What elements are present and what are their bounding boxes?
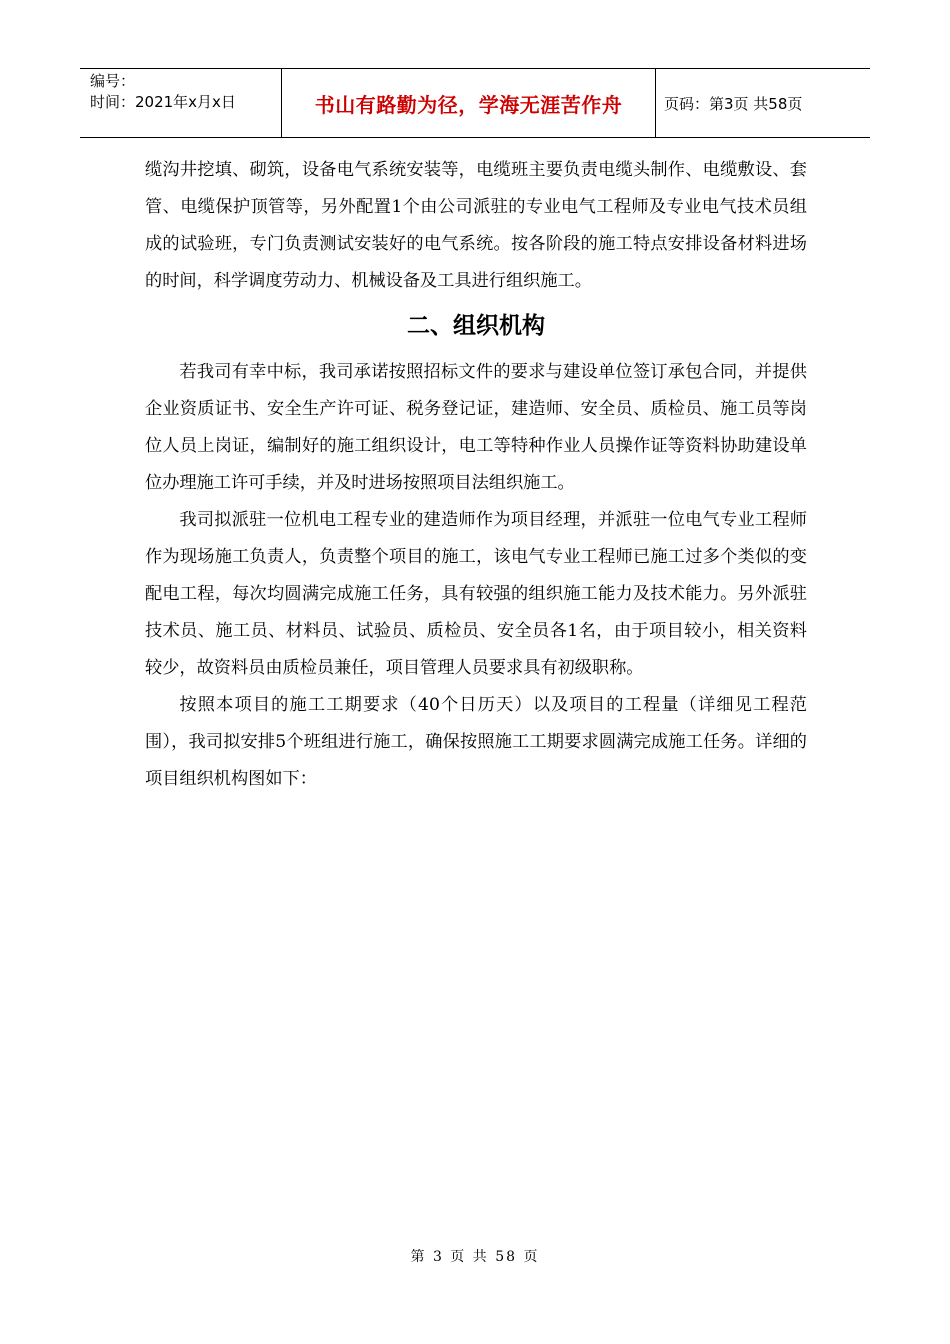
paragraph-1: 若我司有幸中标，我司承诺按照招标文件的要求与建设单位签订承包合同，并提供企业资质证书、安全生产许可证、税务登记证，建造师、安全员、质检员、施工员等岗位人员上岗证，编制好的施工组织设计，电工等特种作业人员操作证等资料协助建设单位办理施工许可手续，并及时进场按照项目法组织施工。 bbox=[145, 362, 807, 493]
page-footer: 第 3 页 共 58 页 bbox=[410, 1249, 540, 1265]
header-page-info: 页码：第3页 共58页 bbox=[664, 94, 803, 113]
page-header bbox=[80, 68, 870, 138]
paragraph-continued: 缆沟井挖填、砌筑，设备电气系统安装等，电缆班主要负责电缆头制作、电缆敷设、套管、电缆保护顶管等，另外配置1个由公司派驻的专业电气工程师及专业电气技术员组成的试验班，专门负责测试安装好的电气系统。按各阶段的施工特点安排设备材料进场的时间，科学调度劳动力、机械设备及工具进行组织施工。 bbox=[145, 160, 807, 291]
paragraph-3: 按照本项目的施工工期要求（40个日历天）以及项目的工程量（详细见工程范围），我司拟安排5个班组进行施工，确保按照施工工期要求圆满完成施工任务。详细的项目组织机构图如下： bbox=[145, 695, 807, 789]
header-date-label: 时间：2021年x月x日 bbox=[90, 93, 236, 111]
header-code-label: 编号： bbox=[90, 72, 136, 90]
header-meta bbox=[80, 69, 282, 137]
paragraph-2: 我司拟派驻一位机电工程专业的建造师作为项目经理，并派驻一位电气专业工程师作为现场施工负责人，负责整个项目的施工，该电气专业工程师已施工过多个类似的变配电工程，每次均圆满完成施工任务，具有较强的组织施工能力及技术能力。另外派驻技术员、施工员、材料员、试验员、质检员、安全员各1名，由于项目较小，相关资料较少，故资料员由质检员兼任，项目管理人员要求具有初级职称。 bbox=[145, 510, 807, 678]
header-motto: 书山有路勤为径，学海无涯苦作舟 bbox=[282, 69, 656, 137]
section-title: 二、组织机构 bbox=[407, 313, 545, 339]
document-body bbox=[145, 152, 807, 798]
